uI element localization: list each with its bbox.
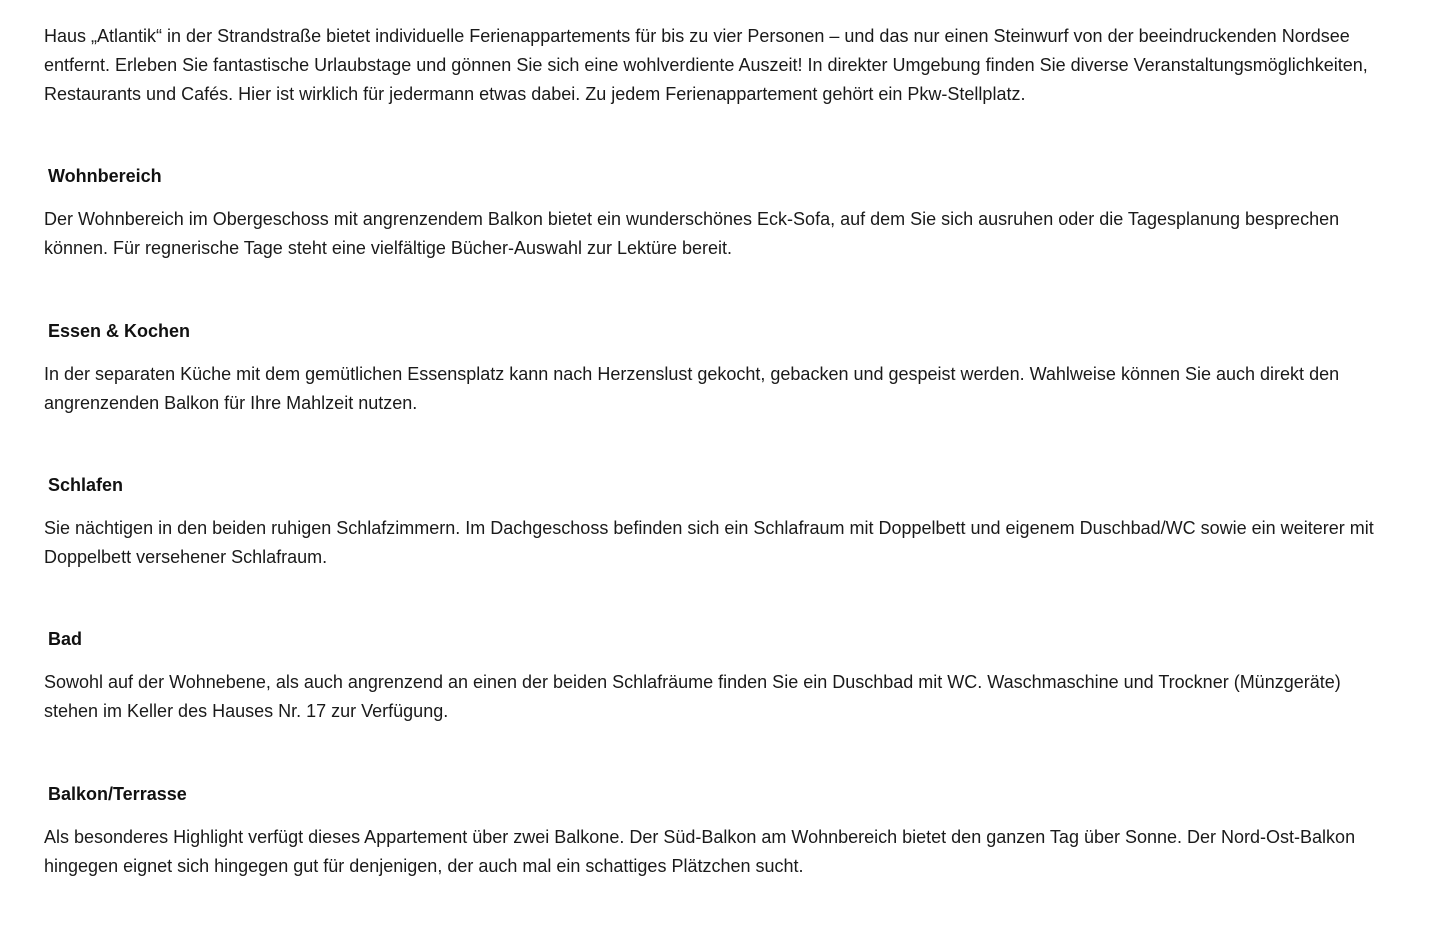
section-text: In der separaten Küche mit dem gemütlichen Essensplatz kann nach Herzenslust gekocht, gebacken und gespeist werden. Wahlweise können Sie auch direkt den angrenzenden Balkon für Ihre Mahlzeit nutzen. xyxy=(44,364,1340,413)
section-text: Sie nächtigen in den beiden ruhigen Schlafzimmern. Im Dachgeschoss befinden sich ein Schlafraum mit Doppelbett und eigenem Duschbad/WC sowie ein weiterer mit Doppelbett versehener Schlafraum. xyxy=(44,518,1374,567)
intro-paragraph: Haus „Atlantik“ in der Strandstraße bietet individuelle Ferienappartements für bis zu vier Personen – und das nur einen Steinwurf von der beeindruckenden Nordsee entfernt. Erleben Sie fantastische Urlaubstage und gönnen Sie sich eine wohlverdiente Auszeit! In direkter Umgebung finden Sie diverse Veranstaltungsmöglichkeiten, Restaurants und Cafés. Hier ist wirklich für jedermann etwas dabei. Zu jedem Ferienappartement gehört ein Pkw-Stellplatz. xyxy=(44,26,1368,104)
section-text: Sowohl auf der Wohnebene, als auch angrenzend an einen der beiden Schlafräume finden Sie ein Duschbad mit WC. Waschmaschine und Trockner (Münzgeräte) stehen im Keller des Hauses Nr. 17 zur Verfügung. xyxy=(44,672,1341,721)
section-balkon-terrasse xyxy=(44,782,1394,881)
section-heading: Bad xyxy=(48,629,83,649)
section-heading: Essen & Kochen xyxy=(48,321,191,341)
section-essen-kochen xyxy=(44,319,1394,418)
section-bad xyxy=(44,627,1394,726)
section-heading: Balkon/Terrasse xyxy=(48,784,187,804)
section-heading: Wohnbereich xyxy=(48,166,162,186)
section-text: Der Wohnbereich im Obergeschoss mit angrenzendem Balkon bietet ein wunderschönes Eck-Sofa, auf dem Sie sich ausruhen oder die Tagesplanung besprechen können. Für regnerische Tage steht eine vielfältige Bücher-Auswahl zur Lektüre bereit. xyxy=(44,209,1340,258)
section-schlafen xyxy=(44,473,1394,572)
section-heading: Schlafen xyxy=(48,475,124,495)
section-text: Als besonderes Highlight verfügt dieses Appartement über zwei Balkone. Der Süd-Balkon am Wohnbereich bietet den ganzen Tag über Sonne. Der Nord-Ost-Balkon hingegen eignet sich hingegen gut für denjenigen, der auch mal ein schattiges Plätzchen sucht. xyxy=(44,827,1356,876)
section-wohnbereich xyxy=(44,164,1394,263)
